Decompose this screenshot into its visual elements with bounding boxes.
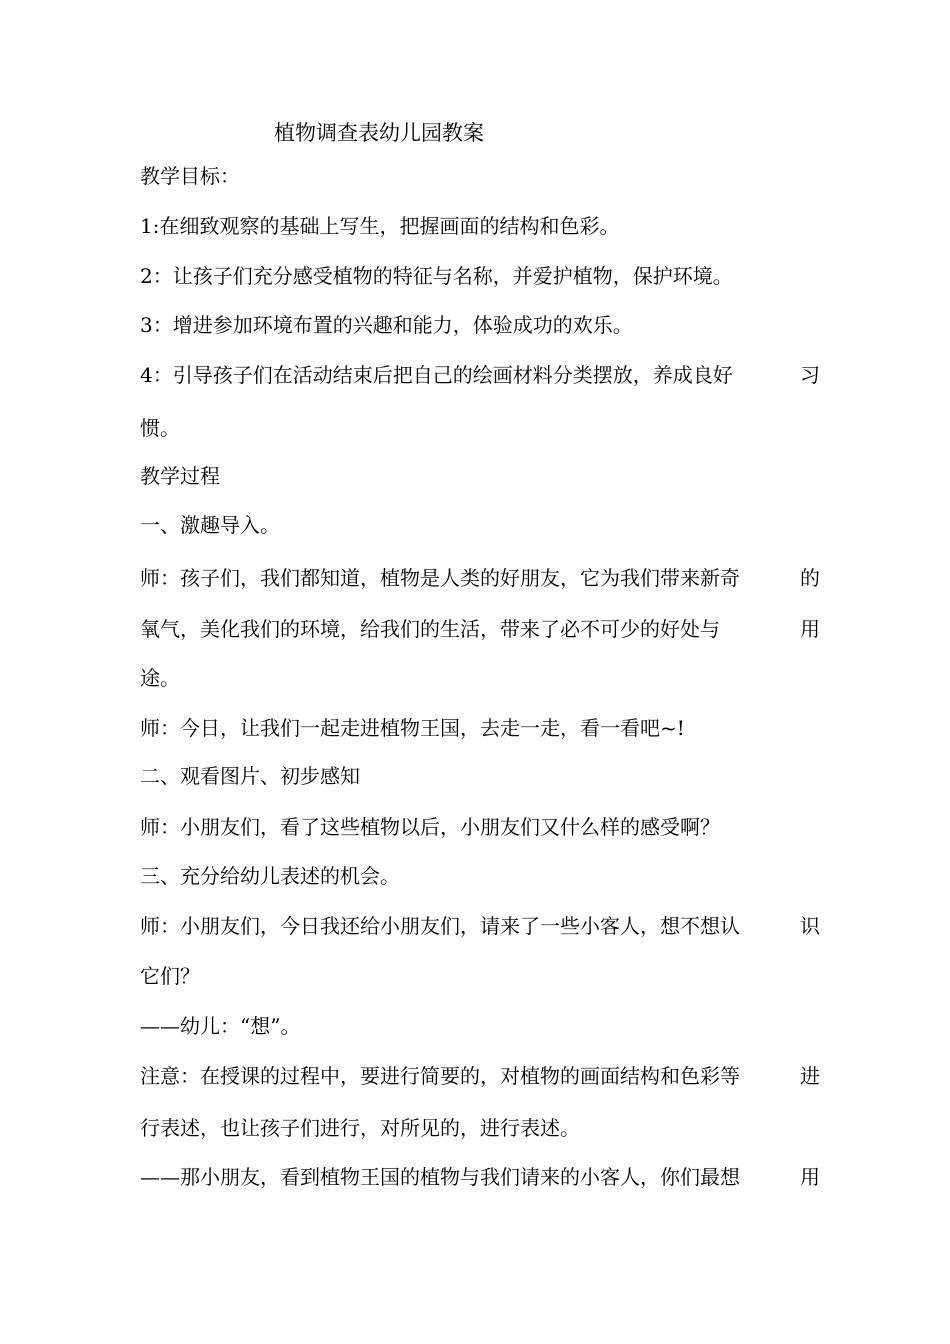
text-line-main: 它们？: [140, 964, 200, 988]
text-line: [140, 162, 820, 190]
text-line: [140, 962, 820, 990]
text-line: [140, 311, 820, 339]
text-line-main: 注意：在授课的过程中，要进行简要的，对植物的画面结构和色彩等: [140, 1064, 740, 1088]
text-line: [140, 862, 820, 890]
text-line-main: 途。: [140, 666, 180, 690]
text-line-end: 进: [800, 1064, 820, 1088]
text-line-main: 2：让孩子们充分感受植物的特征与名称，并爱护植物，保护环境。: [140, 264, 733, 288]
text-line-main: 4：引导孩子们在活动结束后把自己的绘画材料分类摆放，养成良好: [140, 363, 733, 387]
text-line-main: 一、激趣导入。: [140, 513, 280, 537]
text-line: [140, 762, 820, 790]
text-line-main: ——那小朋友，看到植物王国的植物与我们请来的小客人，你们最想: [140, 1165, 740, 1189]
text-line: [140, 615, 820, 643]
text-line: [140, 262, 820, 290]
text-line-end: 识: [800, 914, 820, 938]
text-line: [140, 462, 820, 490]
text-line: [140, 1114, 820, 1142]
text-line-main: 师：今日，让我们一起走进植物王国，去走一走，看一看吧~!: [140, 716, 685, 740]
text-line: [140, 1062, 820, 1090]
text-line-main: 惯。: [140, 416, 180, 440]
document-title: 植物调查表幼儿园教案: [274, 121, 484, 145]
text-line: [140, 664, 820, 692]
text-line: [140, 212, 820, 240]
text-line-main: ——幼儿：“想”。: [140, 1014, 301, 1038]
text-line: [140, 1163, 820, 1191]
text-line: [140, 361, 820, 389]
text-line-end: 习: [800, 363, 820, 387]
text-line-end: 用: [800, 617, 820, 641]
text-line-main: 氧气，美化我们的环境，给我们的生活，带来了必不可少的好处与: [140, 617, 720, 641]
text-line: [140, 564, 820, 592]
text-line: [140, 813, 820, 841]
text-line-main: 行表述，也让孩子们进行，对所见的，进行表述。: [140, 1116, 580, 1140]
text-line-main: 3：增进参加环境布置的兴趣和能力，体验成功的欢乐。: [140, 313, 633, 337]
text-line-main: 二、观看图片、初步感知: [140, 764, 360, 788]
text-line-end: 用: [800, 1165, 820, 1189]
text-line-main: 三、充分给幼儿表述的机会。: [140, 864, 400, 888]
text-line: [140, 1012, 820, 1040]
text-line: [140, 414, 820, 442]
text-line: [140, 714, 820, 742]
text-line-main: 教学过程: [140, 464, 220, 488]
text-line: [140, 912, 820, 940]
text-line-main: 师：孩子们，我们都知道，植物是人类的好朋友，它为我们带来新奇: [140, 566, 740, 590]
text-line-end: 的: [800, 566, 820, 590]
text-line: [140, 511, 820, 539]
text-line-main: 师：小朋友们，今日我还给小朋友们，请来了一些小客人，想不想认: [140, 914, 740, 938]
text-line-main: 1:在细致观察的基础上写生，把握画面的结构和色彩。: [140, 214, 620, 238]
text-line-main: 教学目标：: [140, 164, 240, 188]
text-line-main: 师：小朋友们，看了这些植物以后，小朋友们又什么样的感受啊？: [140, 815, 720, 839]
